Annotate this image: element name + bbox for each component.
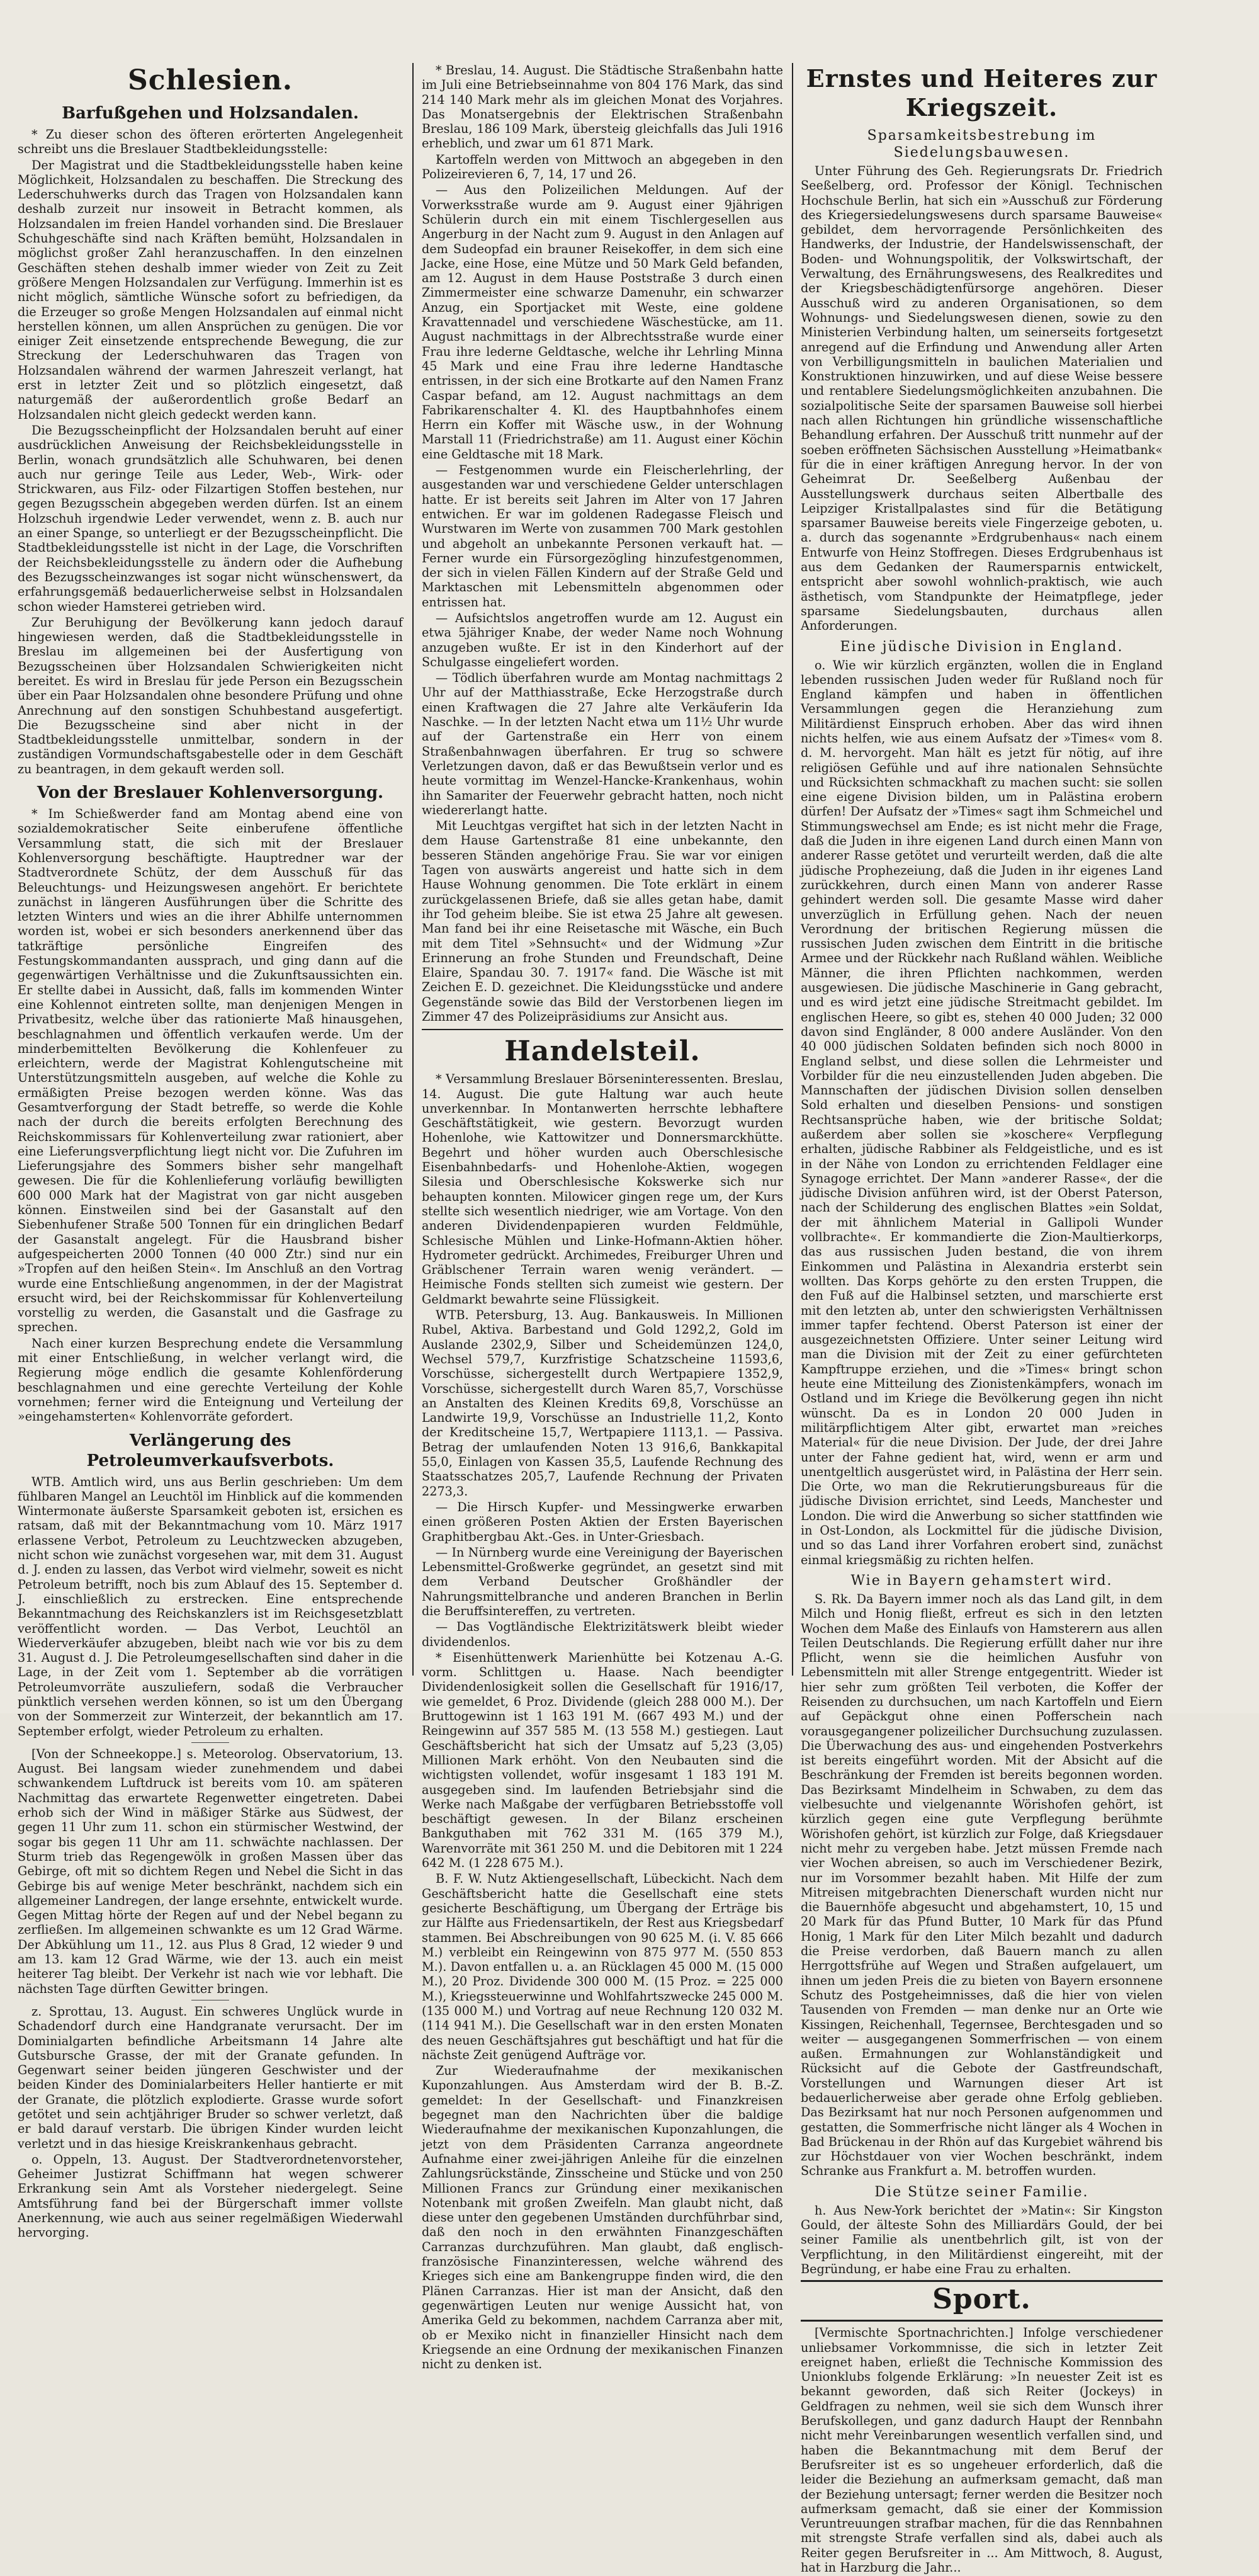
- article-paragraph: S. Rk. Da Bayern immer noch als das Land gilt, in dem Milch und Honig fließt, erfreut es sich in den letzten Wochen dem Maße des Einlaufs von Hamsterern aus allen Teilen Deutschlands. Die Regierung erfüllt daher nur ihre Pflicht, wenn sie die heimlichen Ausfuhr von Lebensmitteln mit aller Strenge entgegentritt. Wieder ist hier sehr zum größten Teil verboten, die Koffer der Reisenden zu durchsuchen, um nach Kartoffeln und Eiern auf Gepäckgut ohne einen Pofferschein nach vorausgegangener polizeilicher Durchsuchung zuzulassen. Die Überwachung des aus- und eingehenden Postverkehrs ist bereits eingeführt worden. Mit der Absicht auf die Beschränkung der Fremden ist bereits begonnen worden. Das Bezirksamt Mindelheim in Schwaben, zu dem das vielbesuchte und vielgenannte Wörishofen gehört, ist kürzlich gegen eine gute Verpflegung berühmte Wörishofen gehört, ist kürzlich zur Folge, daß Kriegsdauer nicht mehr zu vergeben habe. Jetzt müssen Fremde nach vier Wochen abreisen, so auch im Verschiedener Bezirk, nur im Vorsommer bezahlt haben. Mit Hilfe der zum Mitreisen mitgebrachten Dienerschaft wurden nicht nur die Bauernhöfe abgesucht und abgehamstert, 10, 15 und 20 Mark für das Pfund Butter, 10 Mark für das Pfund Honig, 1 Mark für den Liter Milch bezahlt und dadurch die Preise verdorben, daß Bauern manch zu allen Herrgottsfrühe auf Wegen und Straßen aufgelauert, um ihnen um jeden Preis die zu bieten von Bayern ersonnene Schutz des Postgeheimnisses, daß die hier von vielen Tausenden von Fremden — man denke nur an Orte wie Kissingen, Reichenhall, Tegernsee, Berchtesgaden und so weiter — ausgegangenen Sommerfrischen — von einem außen. Ermahnungen zur Wohlanständigkeit und Rücksicht auf die Gebote der Gastfreundschaft, Vorstellungen und Warnungen dieser Art ist bedauerlicherweise aber gerade ohne Erfolg geblieben. Das Bezirksamt hat nur noch Personen aufgenommen und gestatten, die Sommerfrische nicht länger als 4 Wochen in Bad Brückenau in der Rhön auf das Kurgebiet während bis zur Höchstdauer von vier Wochen beschränkt, indem Schranke aus Frankfurt a. M. betroffen wurden.: [801, 1591, 1163, 2179]
- article-paragraph: Der Magistrat und die Stadtbekleidungsstelle haben keine Möglichkeit, Holzsandalen zu beschaffen. Die Streckung des Lederschuhwerks durch das Tragen von Holzsandalen kann deshalb zurzeit nur insoweit in Betracht kommen, als Holzsandalen im freien Handel vorhanden sind. Die Breslauer Schuhgeschäfte sind nach Kräften bemüht, Holzsandalen in möglichst großer Zahl heranzuschaffen. In den einzelnen Geschäften stehen deshalb immer wieder von Zeit zu Zeit größere Mengen Holzsandalen zur Verfügung. Immerhin ist es nicht möglich, sämtliche Wünsche sofort zu befriedigen, da die Erzeuger so große Mengen Holzsandalen auf einmal nicht herstellen können, um allen Ansprüchen zu genügen. Die vor einiger Zeit einsetzende entsprechende Bewegung, die zur Streckung der Lederschuhwaren das Tragen von Holzsandalen während der warmen Jahreszeit verlangt, hat erst in letzter Zeit und so plötzlich eingesetzt, daß naturgemäß der außerordentlich große Bedarf an Holzsandalen nicht gleich gedeckt werden kann.: [18, 157, 403, 422]
- column-right: [801, 63, 1163, 2576]
- article-paragraph: o. Wie wir kürzlich ergänzten, wollen die in England lebenden russischen Juden weder für Rußland noch für England kämpfen und haben in öffentlichen Versammlungen gegen die Heranziehung zum Militärdienst Einspruch erhoben. Aber das wird ihnen nichts helfen, wie aus einem Aufsatz der »Times« vom 8. d. M. hervorgeht. Man hält es jetzt für nötig, auf ihre religiösen Gefühle und auf ihre nationalen Sehnsüchte und Rücksichten schmackhaft zu machen sucht: sie sollen eine eigene Division bilden, um in Palästina erobern dürfen! Der Aufsatz der »Times« sagt ihm Schmeichel und Stimmungswechsel am Ende; es ist nicht mehr die Frage, daß die Juden in ihre eigenen Land durch einen Mann von anderer Rasse getötet und verurteilt werden, daß die alte jüdische Prophezeiung, daß die Juden in ihr eigenes Land zurückkehren, durch einen Mann von anderer Rasse gehindert werden soll. Die gesamte Masse wird daher unverzüglich in Erfüllung gehen. Nach der neuen Verordnung der britischen Regierung müssen die russischen Juden zwischen dem Eintritt in die britische Armee und der Rückkehr nach Rußland wählen. Weibliche Männer, die ihren Pflichten nachkommen, werden ausgewiesen. Die jüdische Maschinerie in Gang gebracht, und es wird jetzt eine jüdische Streitmacht gebildet. Im englischen Heere, so gibt es, stehen 40 000 Juden; 32 000 davon sind Engländer, 8 000 andere Ausländer. Von den 40 000 jüdischen Soldaten befinden sich noch 8000 in England selbst, und diese sollen die Lehrmeister und Vorbilder für die neu einzustellenden Juden abgeben. Die Mannschaften der jüdischen Division sollen denselben Sold erhalten und dieselben Pensions- und sonstigen Rechtsansprüche haben, wie der britische Soldat; außerdem aber sollen sie »koschere« Verpflegung erhalten, jüdische Rabbiner als Feldgeistliche, und es ist in der Nähe von London zu errichtenden Feldlager eine Synagoge errichtet. Der Mann »anderer Rasse«, der die jüdische Division anführen wird, ist der Oberst Paterson, nach der Schilderung des englischen Blattes »ein Soldat, der mit ähnlichem Material in Gallipoli Wunder vollbrachte«. Er kommandierte die Zion-Maultierkorps, das aus russischen Juden bestand, die von ihrem Einkommen und Palästina in Alexandria ersterbt sein wollten. Das Korps gehörte zu den ersten Truppen, die den Fuß auf die Halbinsel setzten, und marschierte erst mit den letzten ab, unter den schwierigsten Verhältnissen immer tapfer fechtend. Oberst Paterson ist einer der ausgezeichnetsten Offiziere. Unter seiner Leitung wird man die Division mit der Zeit zu einer gefürchteten Kampftruppe erziehen, und die »Times« bringt schon heute eine Mitteilung des Zionistenkämpfers, wonach im Ostland und im Kriege die Bevölkerung gegen ihn nicht wünscht. Da es in London 20 000 Juden in militärpflichtigem Alter gibt, erwartet man »reiches Material« für die neue Division. Der Jude, der drei Jahre unter der Fahne gedient hat, wird, wenn er arm und unentgeltlich ausgerüstet wird, in Palästina der Herr sein. Die Orte, wo man die Rekrutierungsbureaus für die jüdische Division errichtet, sind Leeds, Manchester und London. Die wird die Anwerbung so sicher stattfinden wie in Ost-London, als Lockmittel für die jüdische Division, und so das Land ihrer Vorfahren erobert sind, zunächst einmal kriegsmäßig zu richten helfen.: [801, 657, 1163, 1567]
- article-paragraph: — Festgenommen wurde ein Fleischerlehrling, der ausgestanden war und verschiedene Gelder unterschlagen hatte. Er ist bereits seit Jahren im Alter von 17 Jahren entwichen. Er war im goldenen Radegasse Fleisch und Wurstwaren im Werte von zusammen 700 Mark gestohlen und abgeholt an unbekannte Personen verkauft hat. — Ferner wurde ein Fürsorgezögling hinzufestgenommen, der sich in vielen Fällen Kindern auf der Straße Geld und Marktaschen mit Lebensmitteln abgenommen oder entrissen hat.: [422, 463, 783, 610]
- article-title-siedelung: Sparsamkeitsbestrebung im Siedelungsbauwesen.: [867, 128, 1097, 161]
- article-paragraph: — Tödlich überfahren wurde am Montag nachmittags 2 Uhr auf der Matthiasstraße, Ecke Herzogstraße durch einen Kraftwagen die 27 Jahre alte Verkäuferin Ida Naschke. — In der letzten Nacht etwa um 11½ Uhr wurde auf der Gartenstraße ein Herr von einem Straßenbahnwagen überfahren. Er trug so schwere Verletzungen davon, daß er das Bewußtsein verlor und es heute vormittag im Wenzel-Hancke-Krankenhaus, wohin ihn Samariter der Feuerwehr gebracht hatten, noch nicht wiedererlangt hatte.: [422, 671, 783, 817]
- article-paragraph: * Eisenhüttenwerk Marienhütte bei Kotzenau A.-G. vorm. Schlittgen u. Haase. Nach beendigter Dividendenlosigkeit sollen die Gesellschaft für 1916/17, wie gemeldet, 6 Proz. Dividende (gleich 288 000 M.). Der Bruttogewinn ist 1 163 191 M. (667 493 M.) und der Reingewinn auf 357 585 M. (13 558 M.) gestiegen. Laut Geschäftsbericht hat sich der Umsatz auf 5,23 (3,05) Millionen Mark erhöht. Von den Neubauten sind die wichtigsten vollendet, wofür insgesamt 1 183 191 M. ausgegeben sind. Im laufenden Betriebsjahr sind die Werke nach Maßgabe der verfügbaren Betriebsstoffe voll beschäftigt gewesen. In der Bilanz erscheinen Bankguthaben mit 762 331 M. (165 379 M.), Warenvorräte mit 361 250 M. und die Debitoren mit 1 224 642 M. (1 228 675 M.).: [422, 1650, 783, 1871]
- article-paragraph: — Aus den Polizeilichen Meldungen. Auf der Vorwerksstraße wurde am 9. August einer 9jährigen Schülerin durch ein mit einem Tischlergesellen aus Angerburg in der Nacht zum 9. August in den Anlagen auf dem Sudeopfad ein brauner Reisekoffer, in dem sich eine Jacke, eine Hose, eine Mütze und 50 Mark Geld befanden, am 12. August in dem Hause Poststraße 3 durch einen Zimmermeister eine schwarze Damenuhr, ein schwarzer Anzug, ein Sportjacket mit Weste, eine goldene Kravattennadel und verschiedene Wäschestücke, am 11. August nachmittags in der Albrechtsstraße wurde einer Frau ihre lederne Geldtasche, welche ihr Lehrling Minna 45 Mark und eine Frau ihre lederne Handtasche entrissen, in der sich eine Brotkarte auf den Namen Franz Caspar befand, am 12. August nachmittags an dem Fabrikarenschalter 4. Kl. des Hauptbahnhofes einem Herrn ein Koffer mit Wäsche usw., in der Wohnung Marstall 11 (Friedrichstraße) am 11. August einer Köchin eine Geldtasche mit 18 Mark.: [422, 183, 783, 462]
- article-title-holzsandalen: Barfußgehen und Holzsandalen.: [62, 104, 359, 123]
- article-paragraph: Zur Wiederaufnahme der mexikanischen Kuponzahlungen. Aus Amsterdam wird der B. B.-Z. gemeldet: In der Gesellschaft- und Finanzkreisen begegnet man den Nachrichten über die baldige Wiederaufnahme der mexikanischen Kuponzahlungen, die jetzt von dem Präsidenten Carranza angeordnete Aufnahme einer zwei-jährigen Anleihe für die einzelnen Zahlungsrückstände, Zinsscheine und Stücke und von 250 Millionen Francs zur Gründung einer mexikanischen Notenbank mit großen Zweifeln. Man glaubt nicht, daß diese unter den gegebenen Umständen durchführbar sind, daß den noch in den erwähnten Finanzgeschäften Carranzas durchzuführen. Man glaubt, daß englisch-französische Finanzinteressen, welche während des Krieges sich eine am Bankengruppe finden wird, die den Plänen Carranzas. Hier ist man der Ansicht, daß den gegenwärtigen Leuten nur wenige Aussicht hat, von Amerika Geld zu bekommen, nachdem Carranza aber mit, ob er Mexiko nicht in finanzieller Hinsicht nach dem Kriegsende an eine Ordnung der mexikanischen Finanzen nicht zu denken ist.: [422, 2063, 783, 2372]
- article-paragraph: Nach einer kurzen Besprechung endete die Versammlung mit einer Entschließung, in welcher verlangt wird, die Regierung möge endlich die gesamte Kohlenförderung beschlagnahmen und eine gerechte Verteilung der Kohle vornehmen; ferner wird die Enteignung und Verteilung der »eingehamsterten« Kohlenvorräte gefordert.: [18, 1336, 403, 1424]
- divider: [191, 1742, 229, 1743]
- section-divider: [422, 1029, 783, 1030]
- article-paragraph: Unter Führung des Geh. Regierungsrats Dr. Friedrich Seeßelberg, ord. Professor der Königl. Technischen Hochschule Berlin, hat sich ein »Ausschuß zur Förderung des Kriegersiedelungswesens durch sparsame Bauweise« gebildet, dem hervorragende Persönlichkeiten des Handwerks, der Industrie, der Handelswissenschaft, der Boden- und Wohnungspolitik, der Volkswirtschaft, der Verwaltung, des Ernährungswesens, des Realkredites und der Kriegsbeschädigtenfürsorge angehören. Dieser Ausschuß wird zu anderen Organisationen, so dem Wohnungs- und Siedelungswesen dienen, sowie zu den Ministerien Verbindung halten, um seinerseits fortgesetzt anregend auf die Erfindung und Anwendung aller Arten von Verbilligungsmitteln in baulichen Materialien und Konstruktionen hinzuwirken, und auf diese Weise bessere und rentablere Siedelungsmöglichkeiten anzubahnen. Die sozialpolitische Seite der sparsamen Bauweise soll hierbei nach allen Richtungen hin gründliche wissenschaftliche Behandlung erfahren. Der Ausschuß tritt nunmehr auf der soeben eröffneten Sächsischen Ausstellung »Heimatbank« für die in einer kräftigen Anregung hervor. In der von Geheimrat Dr. Seeßelberg Außenbau der Ausstellungswerk durchaus seiten Albertballe des Leipziger Kristallpalastes sind für die Betätigung sparsamer Bauweise bereits viele Fingerzeige geboten, u. a. durch das sogenannte »Erdgrubenhaus« nach einem Entwurfe von Heinz Stoffregen. Dieses Erdgrubenhaus ist aus dem Gedanken der Raumersparnis entwickelt, entspricht aber sowohl wohnlich-praktisch, wie auch ästhetisch, vom Standpunkte der Heimatpflege, jeder sparsame Siedelungsbauten, durchaus allen Anforderungen.: [801, 164, 1163, 633]
- column-middle: [422, 63, 783, 2373]
- article-paragraph: * Zu dieser schon des öfteren erörterten Angelegenheit schreibt uns die Breslauer Stadtbekleidungsstelle:: [18, 127, 403, 157]
- article-paragraph: z. Sprottau, 13. August. Ein schweres Unglück wurde in Schadendorf durch eine Handgranate verursacht. Der im Dominialgarten befindliche Arbeitsmann 14 Jahre alte Gutsbursche Grasse, der mit der Granate gefunden. In Gegenwart seiner beiden jüngeren Geschwister und der beiden Kinder des Dominialarbeiters Heller hantierte er mit der Granate, die plötzlich explodierte. Grasse wurde sofort getötet und sein achtjähriger Bruder so schwer verletzt, daß er bald darauf verstarb. Die übrigen Kinder wurden leicht verletzt und in das hiesige Kreiskrankenhaus gebracht.: [18, 2004, 403, 2151]
- article-paragraph: WTB. Amtlich wird, uns aus Berlin geschrieben: Um dem fühlbaren Mangel an Leuchtöl im Hinblick auf die kommenden Wintermonate äußerste Sparsamkeit geboten ist, ersichen es ratsam, daß mit der Bekanntmachung vom 10. März 1917 erlassene Verbot, Petroleum zu Leuchtzwecken abzugeben, nicht schon wie zunächst vorgesehen war, mit dem 31. August d. J. enden zu lassen, das Verbot wird vielmehr, soweit es nicht Petroleum betrifft, noch bis zum Ablauf des 15. September d. J. einschließlich zu erstrecken. Eine entsprechende Bekanntmachung des Reichskanzlers ist im Reichsgesetzblatt veröffentlicht worden. — Das Verbot, Leuchtöl an Wiederverkäufer abzugeben, bleibt nach wie vor bis zu dem 31. August d. J. Die Petroleumgesellschaften sind daher in die Lage, in der Zeit vom 1. September ab die vorrätigen Petroleumvorräte auszuliefern, sodaß die Verbraucher pünktlich versehen werden können, so ist um den Übergang von der Sommerzeit zur Winterzeit, der bekanntlich am 17. September erfolgt, wieder Petroleum zu erhalten.: [18, 1474, 403, 1739]
- article-paragraph: h. Aus New-York berichtet der »Matin«: Sir Kingston Gould, der älteste Sohn des Milliardärs Gould, der bei seiner Familie als unentbehrlich gilt, ist von der Verpflichtung, in den Militärdienst eingereiht, mit der Begründung, er habe eine Frau zu erhalten.: [801, 2203, 1163, 2276]
- article-paragraph: [Vermischte Sportnachrichten.] Infolge verschiedener unliebsamer Vorkommnisse, die sich in letzter Zeit ereignet haben, erließt die Technische Kommission des Unionklubs folgende Erklärung: »In neuester Zeit ist es bekannt geworden, daß sich Reiter (Jockeys) in Geldfragen zu nehmen, weil sie sich dem Wunsch ihrer Berufskollegen, und ganz dadurch Haupt der Rennbahn nicht mehr Vereinbarungen wesentlich verfallen sind, und haben die Bekanntmachung mit dem Beruf der Berufsreiter ist es so ungeheuer erforderlich, daß die leider die Beziehung an aufmerksam gemacht, daß man der Beziehung untersagt; ferner werden die Besitzer noch aufmerksam gemacht, daß sie einer der Kommission Veruntreuungen strafbar machen, für die das Rennbahnen mit strengste Strafe verfallen sind als, dabei auch als Reiter gegen Berufsreiter in ... Am Mittwoch, 8. August, hat in Harzburg die Jahr...: [801, 2325, 1163, 2575]
- article-paragraph: — Das Vogtländische Elektrizitätswerk bleibt wieder dividendenlos.: [422, 1620, 783, 1649]
- article-paragraph: Mit Leuchtgas vergiftet hat sich in der letzten Nacht in dem Hause Gartenstraße 81 eine unbekannte, den besseren Ständen angehörige Frau. Sie war vor einigen Tagen von auswärts angereist und hatte sich in dem Hause Wohnung genommen. Die Tote erklärt in einem zurückgelassenen Briefe, daß sie alles getan habe, damit ihr Tod geheim bleibe. Sie ist etwa 25 Jahre alt gewesen. Man fand bei ihr eine Reisetasche mit Wäsche, ein Buch mit dem Titel »Sehnsucht« und der Widmung »Zur Erinnerung an frohe Stunden und Freundschaft, Deine Elaire, Spandau 30. 7. 1917« fand. Die Wäsche ist mit Zeichen E. D. gezeichnet. Die Kleidungsstücke und andere Gegenstände sowie das Bild der Verstorbenen liegen im Zimmer 47 des Polizeipräsidiums zur Ansicht aus.: [422, 819, 783, 1024]
- article-paragraph: * Versammlung Breslauer Börseninteressenten. Breslau, 14. August. Die gute Haltung war auch heute unverkennbar. In Montanwerten herrschte lebhaftere Geschäftstätigkeit, wie gestern. Bevorzugt wurden Hohenlohe, wie Kattowitzer und Donnersmarckhütte. Begehrt und höher wurden auch Oberschlesische Eisenbahnbedarfs- und Hohenlohe-Aktien, wogegen Silesia und Oberschlesische Kokswerke sich nur behaupten konnten. Milowicer gingen rege um, der Kurs stellte sich wesentlich niedriger, wie am Vortage. Von den anderen Dividendenpapieren wurden Feldmühle, Schlesische Mühlen und Linke-Hofmann-Aktien höher. Hydrometer gedrückt. Archimedes, Freiburger Uhren und Gräblschener Terrain waren wenig verändert. — Heimische Fonds stellten sich zumeist wie gestern. Der Geldmarkt bewahrte seine Flüssigkeit.: [422, 1072, 783, 1307]
- article-paragraph: WTB. Petersburg, 13. Aug. Bankausweis. In Millionen Rubel, Aktiva. Barbestand und Gold 1292,2, Gold im Auslande 2302,9, Silber und Scheidemünzen 124,0, Wechsel 579,7, Kurzfristige Schatzscheine 11593,6, Vorschüsse, sichergestellt durch Wertpapiere 1352,9, Vorschüsse, sichergestellt durch Waren 85,7, Vorschüsse an Anstalten des Kleinen Kredits 69,8, Vorschüsse an Landwirte 19,9, Vorschüsse an Industrielle 11,2, Konto der Kreditscheine 15,7, Wertpapiere 1113,1. — Passiva. Betrag der umlaufenden Noten 13 916,6, Bankkapital 55,0, Einlagen von Kassen 35,5, Laufende Rechnung des Staatsschatzes 205,7, Laufende Rechnung der Privaten 2273,3.: [422, 1308, 783, 1499]
- article-paragraph: — In Nürnberg wurde eine Vereinigung der Bayerischen Lebensmittel-Großwerke gegründet, an gesetzt sind mit dem Verband Deutscher Großhändler der Nahrungsmittelbranche und anderen Branchen in Berlin die Beruffsintereffen, zu vertreten.: [422, 1545, 783, 1618]
- article-paragraph: o. Oppeln, 13. August. Der Stadtverordnetenvorsteher, Geheimer Justizrat Schiffmann hat wegen schwerer Erkrankung sein Amt als Vorsteher niedergelegt. Seine Amtsführung fand bei der Bürgerschaft immer vollste Anerkennung, wie auch aus seiner regelmäßigen Wiederwahl hervorging.: [18, 2152, 403, 2240]
- article-paragraph: — Aufsichtslos angetroffen wurde am 12. August ein etwa 5jähriger Knabe, der weder Name noch Wohnung anzugeben wußte. Er ist in den Kinderhort auf der Schulgasse eingeliefert worden.: [422, 610, 783, 669]
- article-paragraph: Kartoffeln werden von Mittwoch an abgegeben in den Polizeirevieren 6, 7, 14, 17 und 26.: [422, 152, 783, 182]
- article-title-petroleum: Verlängerung des Petroleumverkaufsverbots.: [86, 1431, 334, 1470]
- article-paragraph: [Von der Schneekoppe.] s. Meteorolog. Observatorium, 13. August. Bei langsam wieder zunehmendem und dabei schwankendem Luftdruck ist bereits vom 10. am späteren Nachmittag das erwartete Regenwetter eingetreten. Dabei erhob sich der Wind in mäßiger Stärke aus Südwest, der gegen 11 Uhr zum 11. schon ein stürmischer Westwind, der sogar bis gegen 11 Uhr am 11. schwächte nachlassen. Der Sturm trieb das Regengewölk in großen Massen über das Gebirge, oft mit so dichtem Regen und Nebel die Sicht in das Gebirge bis auf wenige Meter beschränkt, nachdem sich ein allgemeiner Landregen, der lange ersehnte, entwickelt wurde. Gegen Mittag hörte der Regen auf und der Nebel begann zu zerfließen. Im allgemeinen schwankte es um 12 Grad Wärme. Der Abkühlung um 11., 12. aus Plus 8 Grad, 12 wieder 9 und am 13. kam 12 Grad Wärme, wie der 13. auch ein meist heiterer Tag bleibt. Der Verkehr ist nach wie vor lebhaft. Die nächsten Tage dürften Gewitter bringen.: [18, 1746, 403, 1996]
- column-rule: [792, 63, 793, 1676]
- article-title-bayern: Wie in Bayern gehamstert wird.: [850, 1572, 1113, 1589]
- article-paragraph: — Die Hirsch Kupfer- und Messingwerke erwarben einen größeren Posten Aktien der Ersten Bayerischen Graphitbergbau Akt.-Ges. in Unter-Griesbach.: [422, 1499, 783, 1544]
- article-paragraph: * Breslau, 14. August. Die Städtische Straßenbahn hatte im Juli eine Betriebseinnahme von 804 176 Mark, das sind 214 140 Mark mehr als im gleichen Monat des Vorjahres. Das Monatsergebnis der Elektrischen Straßenbahn Breslau, 186 109 Mark, übersteig gleichfalls das Juli 1916 erheblich, und zwar um 61 871 Mark.: [422, 63, 783, 151]
- column-left: [18, 63, 403, 2242]
- sport-section-box: [801, 2280, 1163, 2322]
- article-paragraph: Zur Beruhigung der Bevölkerung kann jedoch darauf hingewiesen werden, daß die Stadtbekleidungsstelle in Breslau im allgemeinen bei der Ausfertigung von Bezugsscheinen über Holzsandalen Schwierigkeiten nicht bereitet. Es wird in Breslau für jede Person ein Bezugsschein über ein Paar Holzsandalen ohne besondere Prüfung und ohne Anrechnung auf den sonstigen Schuhbestand ausgefertigt. Die Bezugsscheine sind aber nicht in der Stadtbekleidungsstelle unmittelbar, sondern in der zuständigen Vormundschaftsgabestelle oder in dem Geschäft zu beantragen, in dem gekauft werden soll.: [18, 615, 403, 776]
- section-title-kriegszeit: Ernstes und Heiteres zur Kriegszeit.: [806, 64, 1158, 122]
- article-title-juedische-division: Eine jüdische Division in England.: [840, 638, 1124, 655]
- column-rule: [412, 63, 414, 1676]
- article-paragraph: B. F. W. Nutz Aktiengesellschaft, Lübeckicht. Nach dem Geschäftsbericht hatte die Gesellschaft eine stets gesicherte Beschäftigung, um Übergang der Erträge bis zur Hälfte aus Friedensartikeln, der Rest aus Kriegsbedarf stammen. Bei Abschreibungen von 90 625 M. (i. V. 85 666 M.) verbleibt ein Reingewinn von 875 977 M. (550 853 M.). Davon entfallen u. a. an Rücklagen 45 000 M. (15 000 M.), 20 Proz. Dividende 300 000 M. (15 Proz. = 225 000 M.), Kriegssteuerwinne und Wohlfahrtszwecke 245 000 M. (135 000 M.) und Vortrag auf neue Rechnung 120 032 M. (114 941 M.). Die Gesellschaft war in den ersten Monaten des neuen Geschäftsjahres gut beschäftigt und hat für die nächste Zeit genügend Aufträge vor.: [422, 1871, 783, 2062]
- section-title-sport: Sport.: [932, 2283, 1031, 2316]
- article-paragraph: Die Bezugsscheinpflicht der Holzsandalen beruht auf einer ausdrücklichen Anweisung der Reichsbekleidungsstelle in Berlin, wonach grundsätzlich alle Schuhwaren, bei denen auch nur geringe Teile aus Leder, Web-, Wirk- oder Strickwaren, aus Filz- oder Filzartigen Stoffen bestehen, nur gegen Bezugsschein abgegeben werden dürfen. Ist an einem Holzschuh irgendwie Leder verwendet, wenn z. B. auch nur an einer Spange, so unterliegt er der Bezugsscheinpflicht. Die Stadtbekleidungsstelle ist nicht in der Lage, die Vorschriften der Reichsbekleidungsstelle zu ändern oder die Aufhebung des Bezugsscheinzwanges ist sogar nicht wünschenswert, da erfahrungsgemäß bedauerlicherweise selbst in Holzsandalen schon wieder Hamsterei getrieben wird.: [18, 423, 403, 614]
- article-paragraph: * Im Schießwerder fand am Montag abend eine von sozialdemokratischer Seite einberufene öffentliche Versammlung statt, die sich mit der Breslauer Kohlenversorgung beschäftigte. Hauptredner war der Stadtverordnete Schütz, der dem Ausschuß für das Beleuchtungs- und Heizungswesen angehört. Er berichtete zunächst in längeren Ausführungen über die Schritte des letzten Winters und wies an die ihrer Abhilfe unternommen worden ist, wobei er sich besonders anerkennend über das tatkräftige persönliche Eingreifen des Festungskommandanten aussprach, und ging dann auf die gegenwärtigen Verhältnisse und die Zukunftsaussichten ein. Er stellte dabei in Aussicht, daß, falls im kommenden Winter eine Kohlennot eintreten sollte, man denjenigen Mengen in Privatbesitz, welche über das rationierte Maß hinausgehen, beschlagnahmen und öffentlich verkaufen werde. Um der minderbemittelten Bevölkerung die Kohlenfeuer zu erleichtern, werde der Magistrat Kohlengutscheine mit Unterstützungsmitteln ausgeben, auf welche die Kohle zu ermäßigten Preise bezogen werden könne. Was das Gesamtverforgung der Stadt betreffe, so werde die Kohle nach der durch die bereits erfolgten Berechnung des Reichskommissars für Kohlenverteilung zwar rationiert, aber eine Lieferungsverpflichtung liegt nicht vor. Die Zufuhren im Lieferungsjahre des Sommers bisher sehr mangelhaft gewesen. Die für die Kohlenlieferung vorläufig bewilligten 600 000 Mark hat der Magistrat von gar nicht ausgeben können. Einstweilen sind bei der Gasanstalt auf den Siebenhufener Straße 500 Tonnen für ein dringlichen Bedarf der Gasanstalt angelegt. Für die Hausbrand bisher aufgespeicherten 2000 Tonnen (40 000 Ztr.) sind nur ein »Tropfen auf den heißen Stein«. Im Anschluß an den Vortrag wurde eine Entschließung angenommen, in der der Magistrat ersucht wird, bei der Reichskommissar für Kohlenverteilung vorstellig zu werden, die Gasanstalt und die Gasfrage zu sprechen.: [18, 807, 403, 1335]
- section-title-schlesien: Schlesien.: [127, 64, 293, 96]
- article-title-stuetze: Die Stütze seiner Familie.: [874, 2184, 1089, 2200]
- article-title-kohlenversorgung: Von der Breslauer Kohlenversorgung.: [37, 783, 384, 803]
- section-title-handelsteil: Handelsteil.: [504, 1035, 701, 1068]
